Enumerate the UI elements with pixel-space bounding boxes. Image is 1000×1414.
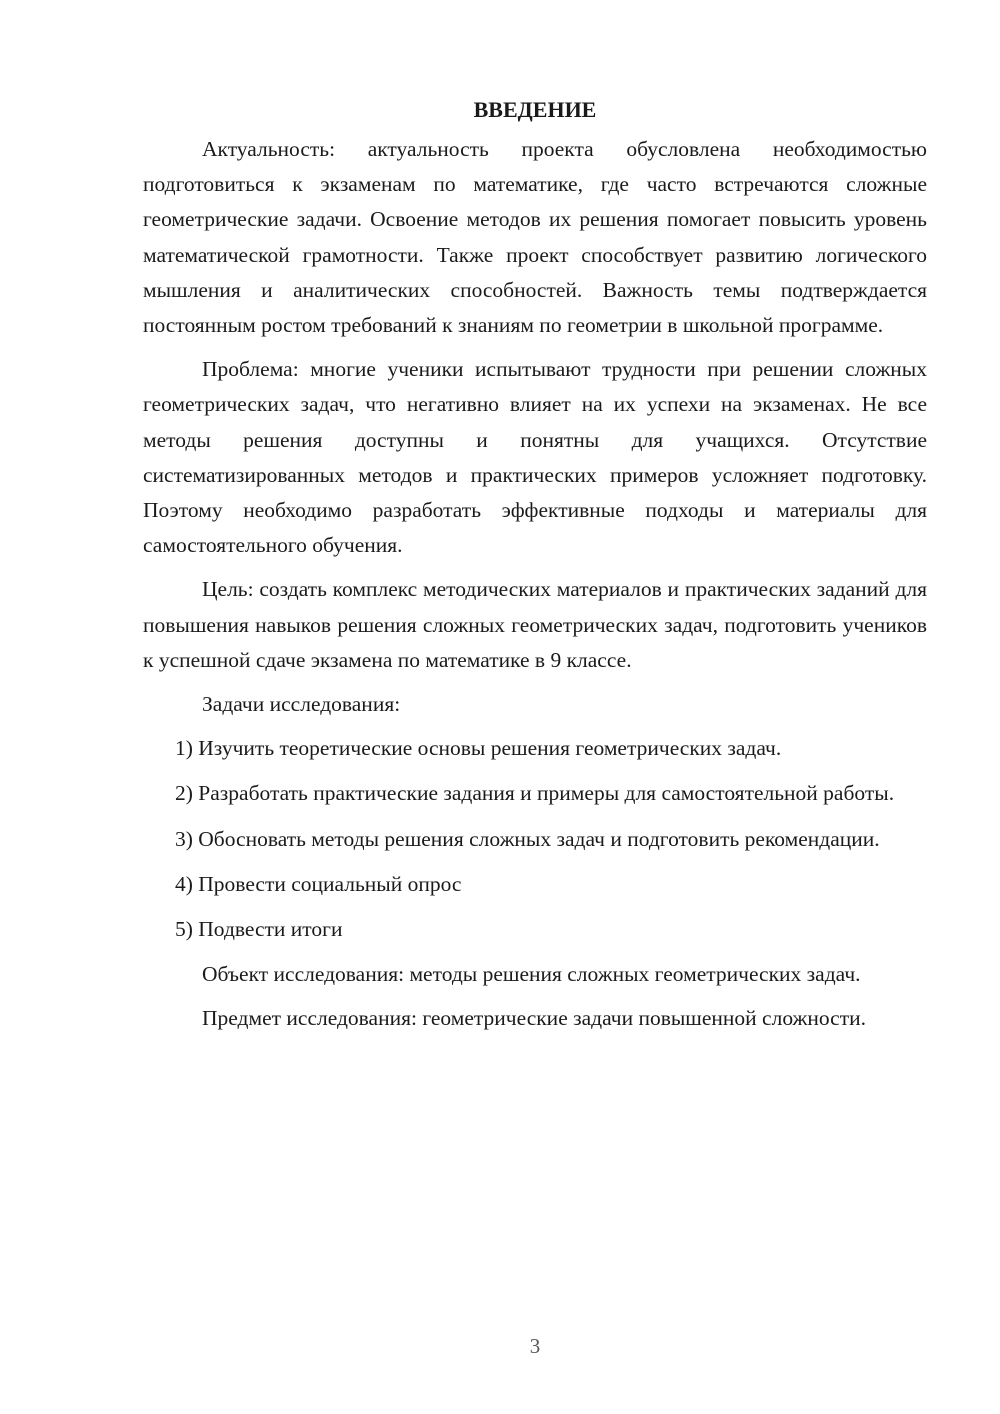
list-item: 4) Провести социальный опрос: [175, 871, 462, 896]
list-item: 3) Обосновать методы решения сложных задач и подготовить рекомендации.: [175, 826, 880, 851]
goal-paragraph: Цель: создать комплекс методических материалов и практических заданий для повышения навыков решения сложных геометрических задач, подготовить учеников к успешной сдаче экзамена по математике в 9 классе.: [143, 577, 927, 672]
document-page: [143, 92, 927, 1046]
tasks-list: [143, 731, 927, 947]
object-paragraph: Объект исследования: методы решения сложных геометрических задач.: [202, 962, 861, 987]
tasks-heading: Задачи исследования:: [202, 692, 401, 717]
list-item: 5) Подвести итоги: [175, 917, 343, 942]
page-title: ВВЕДЕНИЕ: [473, 97, 597, 122]
page-number: 3: [529, 1334, 541, 1358]
list-item: 2) Разработать практические задания и примеры для самостоятельной работы.: [175, 781, 895, 806]
subject-paragraph: Предмет исследования: геометрические задачи повышенной сложности.: [202, 1006, 867, 1031]
problem-paragraph: Проблема: многие ученики испытывают трудности при решении сложных геометрических задач, что негативно влияет на их успехи на экзаменах. Не все методы решения доступны и понятны для учащихся. Отсутствие систематизированных методов и практических примеров усложняет подготовку. Поэтому необходимо разработать эффективные подходы и материалы для самостоятельного обучения.: [143, 357, 927, 558]
list-item: 1) Изучить теоретические основы решения геометрических задач.: [175, 736, 782, 761]
relevance-paragraph: Актуальность: актуальность проекта обусловлена необходимостью подготовиться к экзаменам по математике, где часто встречаются сложные геометрические задачи. Освоение методов их решения помогает повысить уровень математической грамотности. Также проект способствует развитию логического мышления и аналитических способностей. Важность темы подтверждается постоянным ростом требований к знаниям по геометрии в школьной программе.: [143, 137, 927, 338]
